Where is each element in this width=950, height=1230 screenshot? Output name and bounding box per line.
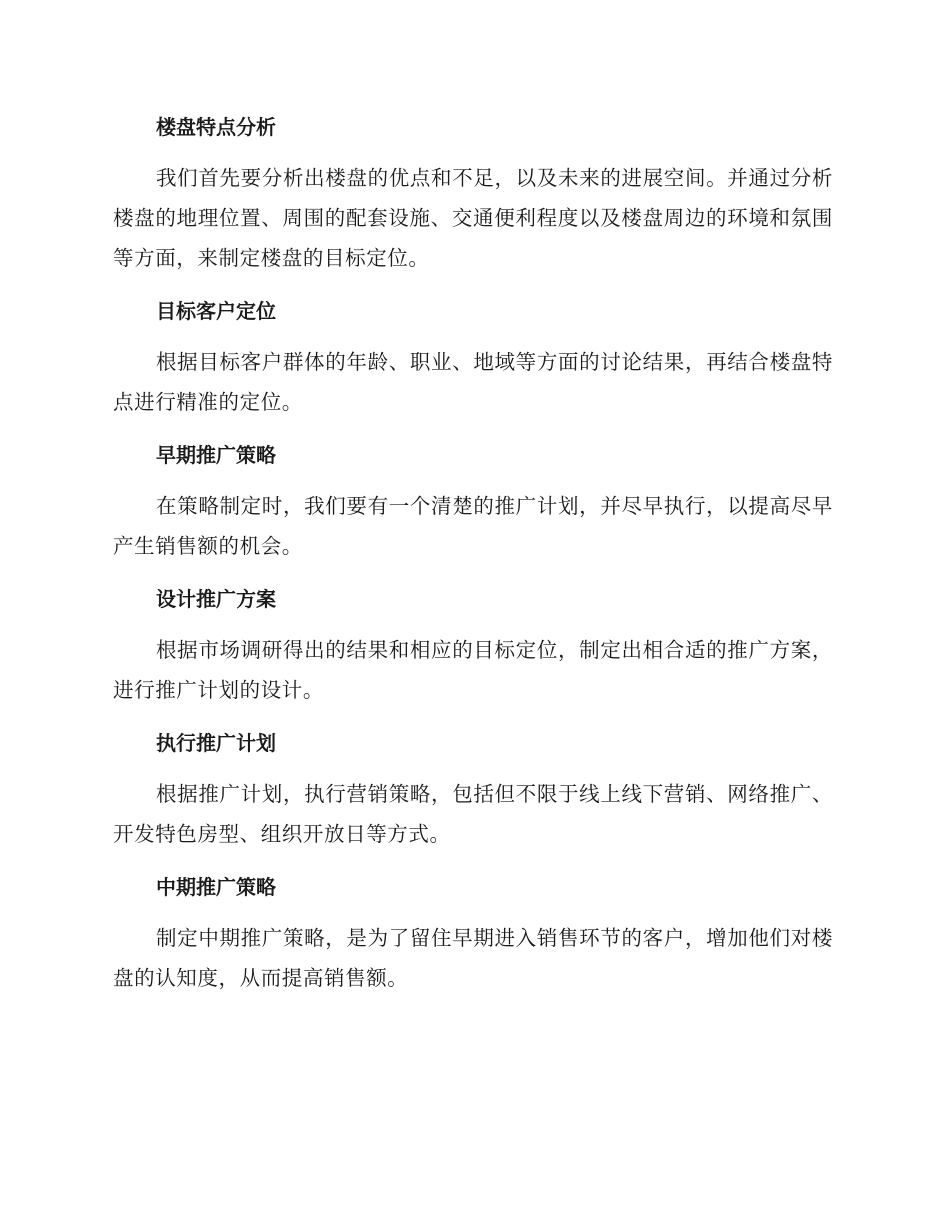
section-paragraph: 我们首先要分析出楼盘的优点和不足，以及未来的进展空间。并通过分析楼盘的地理位置、周围的配套设施、交通便利程度以及楼盘周边的环境和氛围等方面，来制定楼盘的目标定位。: [113, 166, 833, 270]
section-target-customer: [113, 292, 833, 422]
section-paragraph: 在策略制定时，我们要有一个清楚的推广计划，并尽早执行，以提高尽早产生销售额的机会。: [113, 494, 833, 558]
section-design-plan: [113, 580, 833, 710]
section-heading: 中期推广策略: [156, 875, 276, 899]
section-property-features: [113, 108, 833, 278]
section-paragraph: 根据市场调研得出的结果和相应的目标定位，制定出相合适的推广方案，进行推广计划的设计。: [113, 638, 833, 702]
section-heading: 目标客户定位: [156, 299, 276, 323]
section-execute-plan: [113, 724, 833, 854]
section-paragraph: 根据推广计划，执行营销策略，包括但不限于线上线下营销、网络推广、开发特色房型、组织开放日等方式。: [113, 782, 833, 846]
section-heading: 早期推广策略: [156, 443, 276, 467]
section-paragraph: 根据目标客户群体的年龄、职业、地域等方面的讨论结果，再结合楼盘特点进行精准的定位。: [113, 350, 833, 414]
section-heading: 设计推广方案: [156, 587, 276, 611]
section-mid-promotion: [113, 868, 833, 998]
document-content: [113, 108, 833, 1012]
section-paragraph: 制定中期推广策略，是为了留住早期进入销售环节的客户，增加他们对楼盘的认知度，从而提高销售额。: [113, 926, 833, 990]
section-heading: 楼盘特点分析: [156, 115, 276, 139]
section-heading: 执行推广计划: [156, 731, 276, 755]
section-early-promotion: [113, 436, 833, 566]
